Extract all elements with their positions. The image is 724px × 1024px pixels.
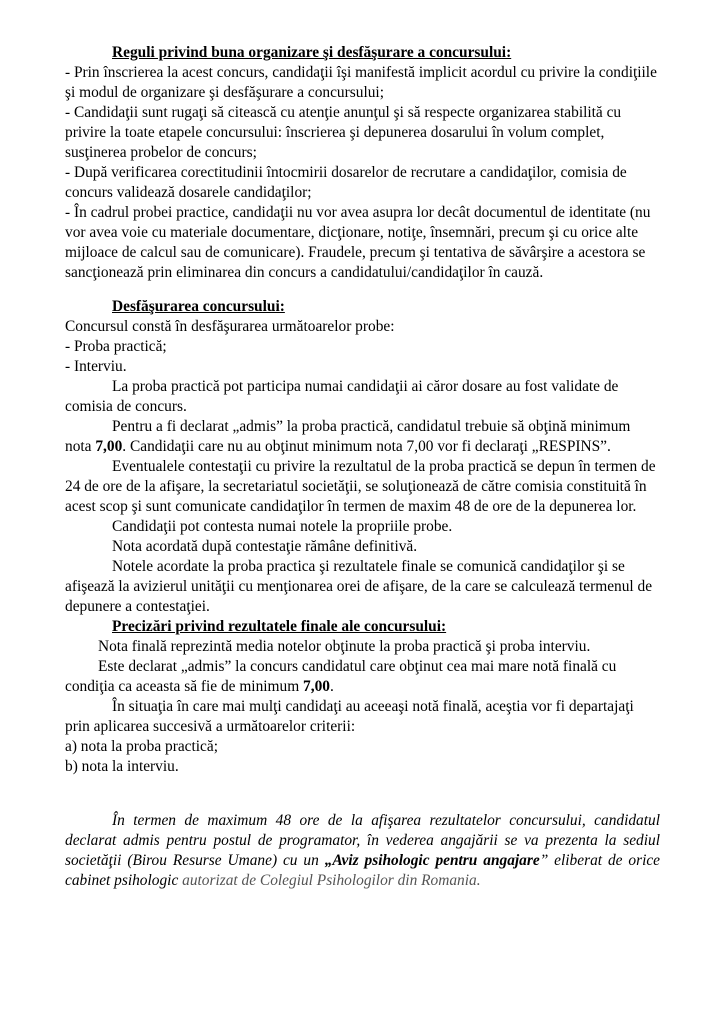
paragraph-flow-contestatii: Eventualele contestaţii cu privire la rezultatul de la proba practică se depun în termen de 24 de ore de la afişare, la secretariatul societăţii, se soluţionează de către comisia constituită în acest scop şi sunt comunicate candidaţilor în termen de maxim 48 de ore de la depunerea lor. — [65, 458, 656, 515]
paragraph-final-admis-post: . — [329, 678, 334, 695]
paragraph-flow-intro: Concursul constă în desfăşurarea următoarelor probe: — [65, 318, 395, 335]
paragraph-flow-nota-minima-post: . Candidaţii care nu au obţinut minimum nota 7,00 vor fi declaraţi „RESPINS”. — [122, 438, 611, 455]
paragraph-final-media: Nota finală reprezintă media notelor obţinute la proba practică şi proba interviu. — [98, 638, 591, 655]
list-item-criteriu-b: b) nota la interviu. — [65, 758, 179, 775]
nota-minima-value: 7,00 — [95, 438, 123, 455]
paragraph-flow-nota-definitiva: Nota acordată după contestaţie rămâne definitivă. — [112, 538, 418, 555]
section-heading-final-results-text: Precizări privind rezultatele finale ale concursului: — [112, 618, 447, 635]
paragraph-flow-validare: La proba practică pot participa numai candidaţii ai căror dosare au fost validate de comisia de concurs. — [65, 378, 619, 415]
paragraph-rules-1: - Prin înscrierea la acest concurs, candidaţii îşi manifestă implicit acordul cu privire la condiţiile şi modul de organizare şi desfăşurare a concursului; — [65, 64, 657, 101]
nota-finala-minima-value: 7,00 — [303, 678, 330, 695]
list-item-proba-practica: - Proba practică; — [65, 338, 167, 355]
paragraph-rules-3: - După verificarea corectitudinii întocmirii dosarelor de recrutare a candidaţilor, comisia de concurs validează dosarele candidaţilor; — [65, 164, 627, 201]
section-heading-rules — [65, 43, 660, 63]
section-heading-flow — [65, 297, 660, 317]
list-item-interviu: - Interviu. — [65, 358, 127, 375]
list-item-criteriu-a: a) nota la proba practică; — [65, 738, 218, 755]
paragraph-flow-nota-minima — [65, 417, 660, 457]
paragraph-aviz-pre: În termen de maximum 48 ore de la afişarea rezultatelor concursului, candidatul declarat admis pentru postul de programator, în vederea angajării se va prezenta la sediul societăţii (Birou Resurse Umane) cu un — [65, 812, 660, 869]
section-heading-flow-text: Desfăşurarea concursului: — [112, 298, 285, 315]
paragraph-aviz-mid: ” eliberat de orice cabinet psihologic — [65, 852, 661, 889]
section-heading-rules-text: Reguli privind buna organizare şi desfăşurare a concursului: — [112, 44, 512, 61]
paragraph-flow-afisare-note: Notele acordate la proba practica şi rezultatele finale se comunică candidaţilor şi se afişează la avizierul unităţii cu menţionarea orei de afişare, de la care se calculează termenul de depunere a contestaţiei. — [65, 558, 653, 615]
paragraph-aviz-gray-tail: autorizat de Colegiul Psihologilor din Romania. — [182, 872, 481, 889]
paragraph-flow-nota-minima-pre: Pentru a fi declarat „admis” la proba practică, candidatul trebuie să obţină minimum nota — [65, 418, 631, 455]
paragraph-aviz-psihologic — [65, 811, 660, 891]
paragraph-rules-4: - În cadrul probei practice, candidaţii nu vor avea asupra lor decât documentul de identitate (nu vor avea voie cu materiale documentare, dicţionare, notiţe, însemnări, precum şi cu orice alte mijloace de calcul sau de comunicare). Fraudele, precum şi tentativa de săvârşire a acestora se sancţionează prin eliminarea din concurs a candidatului/candidaţilor în cauză. — [65, 204, 651, 281]
paragraph-final-departajare: În situaţia în care mai mulţi candidaţi au aceeaşi notă finală, aceştia vor fi departajaţi prin aplicarea succesivă a următoarelor criterii: — [65, 698, 634, 735]
paragraph-final-admis-pre: Este declarat „admis” la concurs candidatul care obţinut cea mai mare notă finală cu condiţia ca aceasta să fie de minimum — [65, 658, 617, 695]
document-content — [65, 43, 660, 891]
section-heading-final-results — [65, 617, 660, 637]
aviz-psihologic-emphasis: „Aviz psihologic pentru angajare — [324, 852, 540, 869]
paragraph-final-admis — [65, 657, 660, 697]
paragraph-flow-contesta-propriile: Candidaţii pot contesta numai notele la propriile probe. — [112, 518, 453, 535]
paragraph-rules-2: - Candidaţii sunt rugaţi să citească cu atenţie anunţul şi să respecte organizarea stabilită cu privire la toate etapele concursului: înscrierea şi depunerea dosarului în volum complet, susţinerea probelor de concurs; — [65, 104, 622, 161]
